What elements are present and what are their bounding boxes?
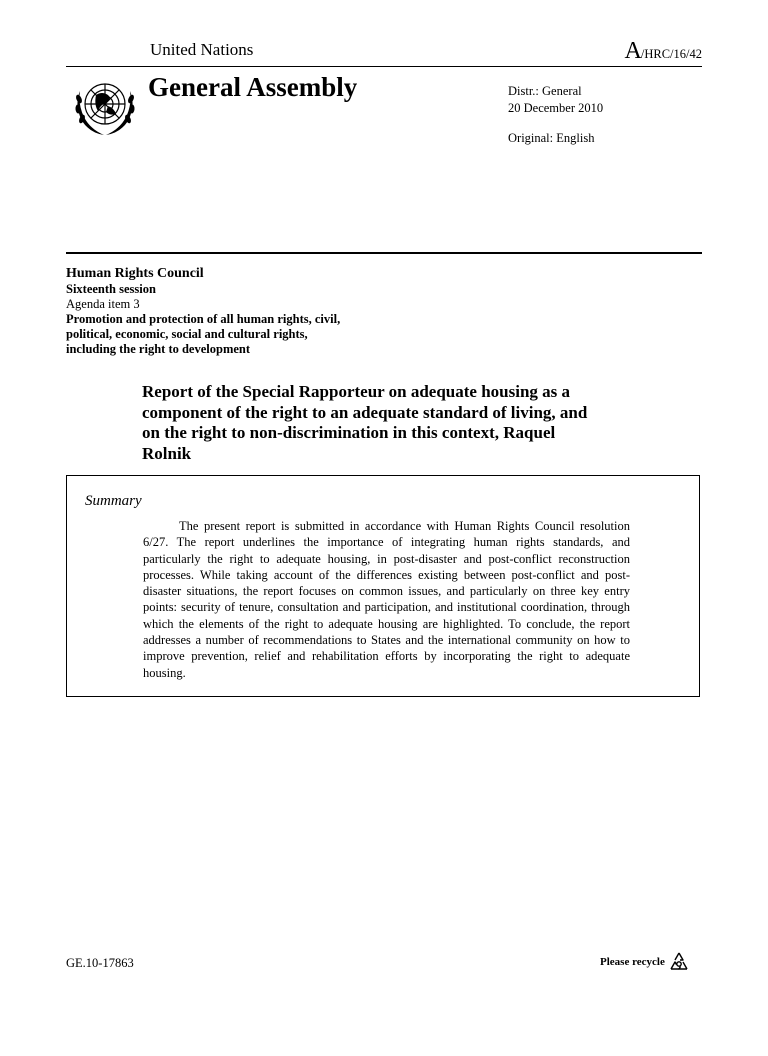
report-title [142,382,642,464]
document-symbol [625,38,702,65]
un-emblem-icon [70,73,140,139]
report-title-line: on the right to non-discrimination in this context, Raquel [142,423,556,442]
council-name: Human Rights Council [66,266,204,281]
original-language: Original: English [508,131,595,145]
session: Sixteenth session [66,282,156,296]
distribution-block [508,83,603,117]
summary-heading: Summary [85,493,142,509]
agenda-item: Agenda item 3 [66,297,140,311]
recycle-label: Please recycle [600,956,665,968]
report-title-line: Rolnik [142,443,192,463]
symbol-prefix: A [624,38,641,64]
agenda-title-line: including the right to development [66,342,251,356]
agenda-title-line: Promotion and protection of all human rights, civil, [66,312,341,326]
symbol-suffix: /HRC/16/42 [640,47,702,61]
report-title-line: Report of the Special Rapporteur on adequate housing as a [142,382,571,401]
recycle-icon [667,950,691,974]
council-block [66,265,340,357]
agenda-title-line: political, economic, social and cultural rights, [66,327,308,341]
header-rule [66,66,702,67]
section-rule [66,252,702,254]
report-title-line: component of the right to an adequate standard of living, and [142,402,588,422]
distribution-label: Distr.: General [508,84,582,98]
document-number: GE.10-17863 [66,956,134,970]
summary-text: The present report is submitted in accordance with Human Rights Council resolution 6/27. The report underlines the importance of integrating human rights standards, and particularly the right to adequate housing, in post-disaster and post-conflict reconstruction processes. While taking account of the differences existing between post-conflict and post-disaster situations, the report focuses on common issues, and particularly on three key entry points: security of tenure, consultation and participation, and institutional coordination, through which the elements of the right to adequate housing are highlighted. To conclude, the report addresses a number of recommendations to States and the international community on how to improve prevention, relief and rehabilitation efforts by incorporating the right to adequate housing. [143,519,630,680]
organization-name: United Nations [150,40,254,59]
recycle-notice [600,950,691,974]
body-title: General Assembly [148,72,358,102]
summary-box [66,475,700,697]
document-date: 20 December 2010 [508,101,604,115]
